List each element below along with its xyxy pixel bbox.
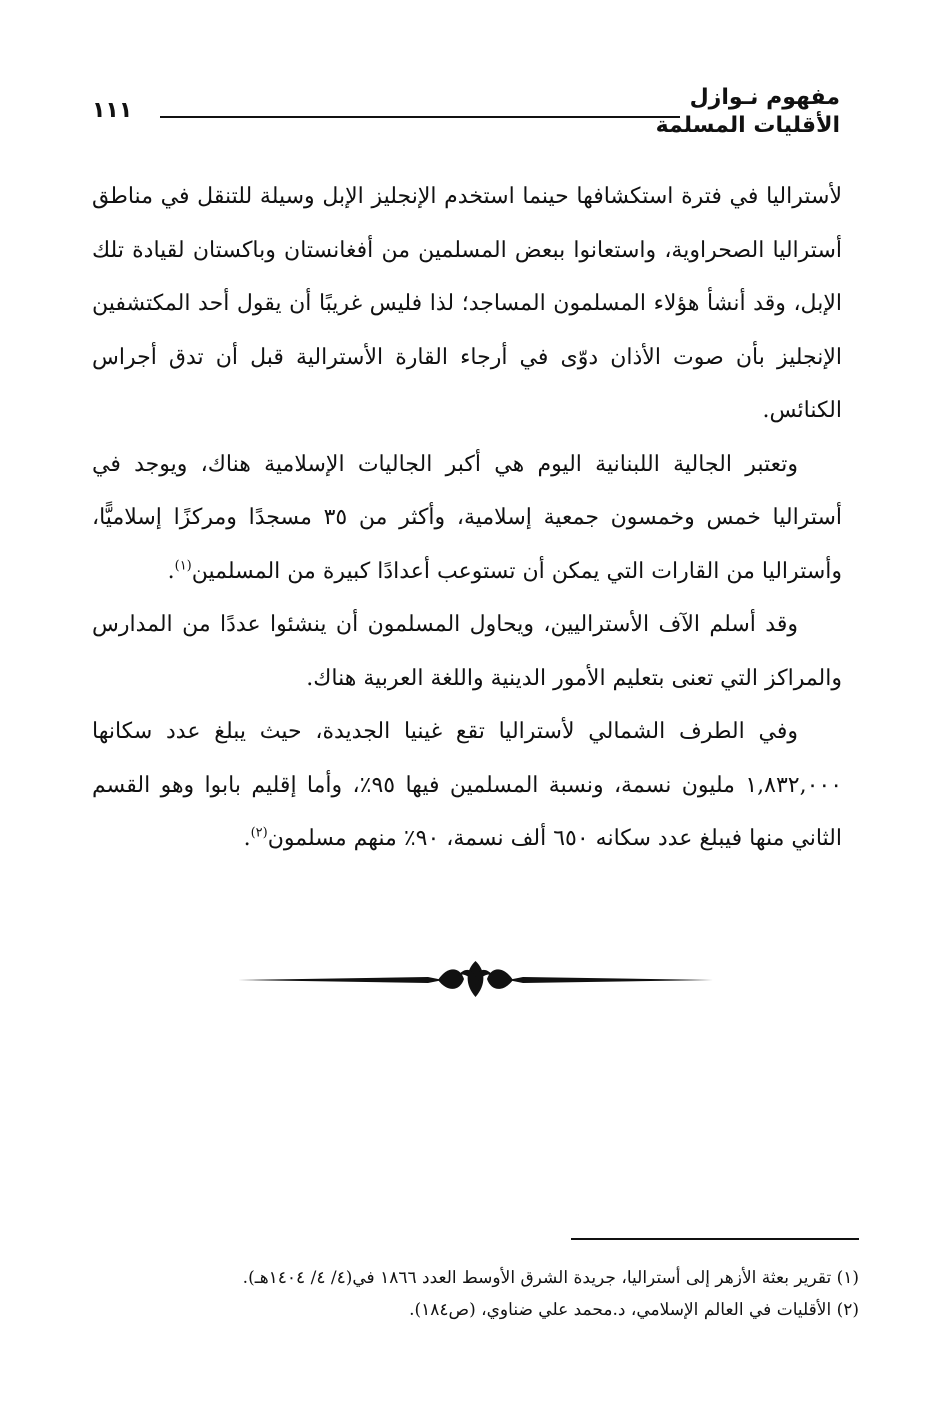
paragraph-1-text: لأستراليا في فترة استكشافها حينما استخدم الإنجليز الإبل وسيلة للتنقل في مناطق أستراليا الصحراوية، واستعانوا ببعض المسلمين من أفغانستان وباكستان لقيادة تلك الإبل، وقد أنشأ هؤلاء المسلمون المساجد؛ لذا فليس غريبًا أن يقول أحد المكتشفين الإنجليز بأن صوت الأذان دوّى في أرجاء القارة الأسترالية قبل أن تدق أجراس الكنائس. [92,184,842,423]
footnote-2: (٢) الأقليات في العالم الإسلامي، د.محمد علي ضناوي، (ص١٨٤). [409,1300,859,1320]
footnote-ref-1: (١) [174,558,192,574]
paragraph-3 [92,598,842,705]
paragraph-3-text: وقد أسلم الآف الأستراليين، ويحاول المسلمون أن ينشئوا عددًا من المدارس والمراكز التي تعنى بتعليم الأمور الدينية واللغة العربية هناك. [92,612,842,691]
floral-divider-icon [238,955,713,1005]
footnote-1: (١) تقرير بعثة الأزهر إلى أستراليا، جريدة الشرق الأوسط العدد ١٨٦٦ في(٤/ ٤/ ١٤٠٤هـ). [242,1268,859,1288]
footnote-rule [571,1238,859,1240]
paragraph-4-end: . [243,826,251,851]
paragraph-2 [92,438,842,599]
running-title-line1: مفهوم نـوازل [689,85,840,110]
paragraph-2-text: وتعتبر الجالية اللبنانية اليوم هي أكبر الجاليات الإسلامية هناك، ويوجد في أستراليا خمس وخمسون جمعية إسلامية، وأكثر من ٣٥ مسجدًا ومركزًا إسلاميًّا، وأستراليا من القارات التي يمكن أن تستوعب أعدادًا كبيرة من المسلمين [92,451,843,584]
paragraph-1 [92,170,842,438]
page-number: ١١١ [92,98,133,123]
footnotes [139,1262,859,1326]
paragraph-4-text: وفي الطرف الشمالي لأستراليا تقع غينيا الجديدة، حيث يبلغ عدد سكانها ١,٨٣٢,٠٠٠ مليون نسمة، ونسبة المسلمين فيها ٩٥٪، وأما إقليم بابوا وهو القسم الثاني منها فيبلغ عدد سكانه ٦٥٠ ألف نسمة، ٩٠٪ منهم مسلمون [92,719,843,851]
header-rule [160,116,680,118]
footnote-ref-2: (٢) [250,825,268,841]
running-title-line2: الأقليات المسلمة [655,113,840,138]
page-header [92,84,840,154]
paragraph-4 [92,705,842,866]
running-title [656,84,840,140]
main-text [92,170,842,866]
paragraph-2-end: . [167,558,175,584]
